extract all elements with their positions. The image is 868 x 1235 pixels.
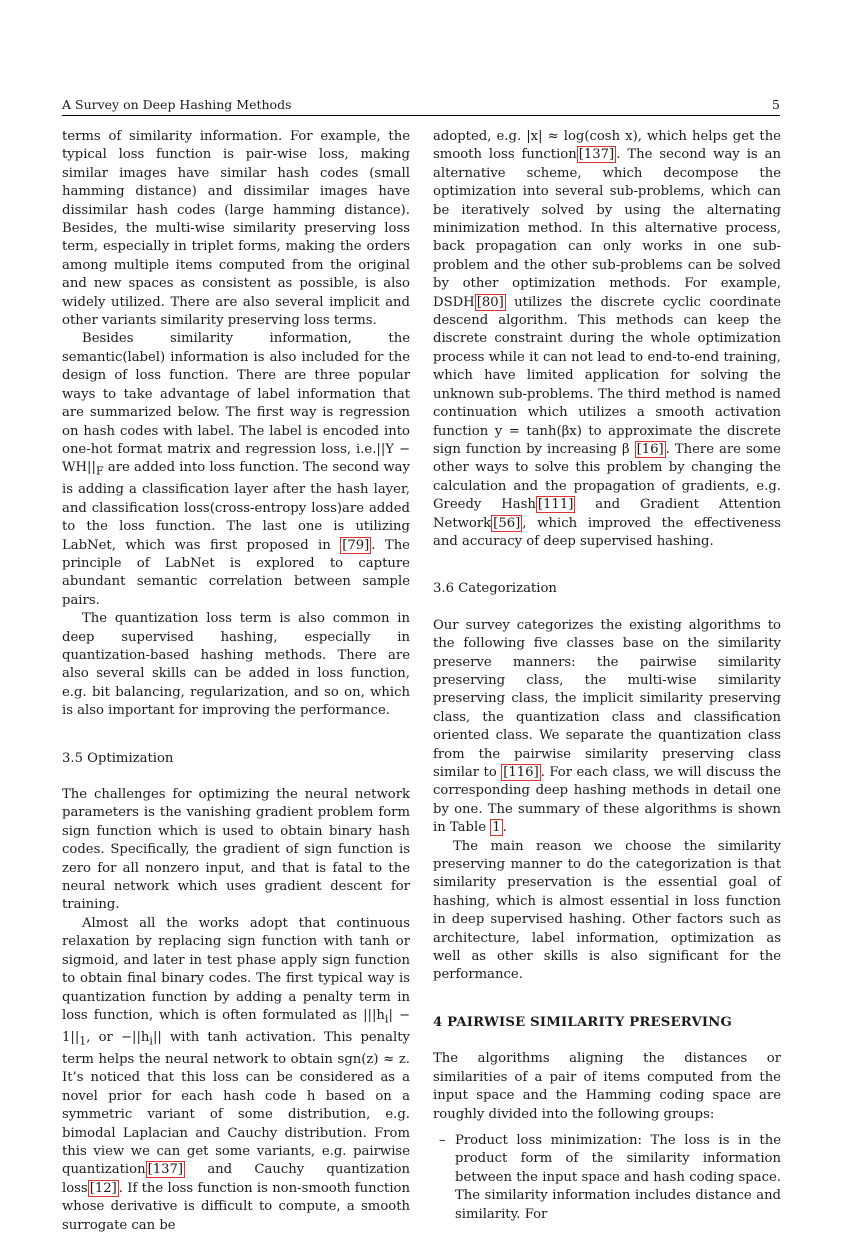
paragraph: The quantization loss term is also common in deep supervised hashing, especially in quantization-based hashing methods. There are also several skills can be added in loss function, e.g. bit balancing, regularization, and so on, which is also important for improving the performance. [62, 611, 410, 719]
text: Besides similarity information, the semantic(label) information is also included for the design of loss function. There are three popular ways to take advantage of label information that are summarized below. The first way is regression on hash codes with label. The label is encoded into one-hot format matrix and regression loss, i.e.||Y − WH|| [62, 331, 410, 476]
paragraph [62, 915, 410, 1235]
paragraph: terms of similarity information. For example, the typical loss function is pair-wise loss, making similar images have similar hash codes (small hamming distance) and dissimilar images have dissimilar hash codes (large hamming distance). Besides, the multi-wise similarity preserving loss term, especially in triplet forms, making the orders among multiple items computed from the original and new spaces as consistent as possible, is also widely utilized. There are also several implicit and other variants similarity preserving loss terms. [62, 129, 410, 329]
text: are added into loss function. The second way is adding a classification layer after the hash layer, and classification loss(cross-entropy loss)are added to the loss function. The last one is utilizing LabNet, which was first proposed in [62, 460, 410, 553]
right-column [433, 128, 781, 1224]
paragraph: The challenges for optimizing the neural network parameters is the vanishing gradient problem form sign function which is used to obtain binary hash codes. Specifically, the gradient of sign function is zero for all nonzero input, and that is fatal to the neural network which uses gradient descent for training. [62, 787, 410, 913]
bullet-list [433, 1132, 781, 1224]
text: Our survey categorizes the existing algorithms to the following five classes base on the similarity preserve manners: the pairwise similarity preserving class, the multi-wise similarity preserving class, the implicit similarity preserving class, the quantization class and classification oriented class. We separate the quantization class from the pairwise similarity preserving class similar to [433, 617, 781, 780]
citation-link[interactable]: [16] [636, 441, 664, 457]
subscript: i [149, 1034, 153, 1048]
left-column [62, 128, 410, 1235]
section-heading: 4 PAIRWISE SIMILARITY PRESERVING [433, 1014, 732, 1030]
paragraph [62, 330, 410, 610]
paragraph: The algorithms aligning the distances or similarities of a pair of items computed from the input space and the Hamming coding space are roughly divided into the following groups: [433, 1051, 781, 1122]
subscript: F [95, 464, 104, 478]
text: . If the loss function is non-smooth function whose derivative is difficult to compute, a smooth surrogate can be [62, 1180, 410, 1233]
text: , which improved the effectiveness and accuracy of deep supervised hashing. [433, 515, 781, 549]
page-number: 5 [772, 97, 780, 112]
text: || with tanh activation. This penalty term helps the neural network to obtain sgn(z) ≈ z. It’s noticed that this loss can be considered as a novel prior for each hash code h based on a symmetric variant of some distribution, e.g. bimodal Laplacian and Cauchy distribution. From this view we can get some variants, e.g. pairwise quantization [62, 1029, 411, 1178]
citation-link[interactable]: [137] [578, 147, 615, 163]
list-item-text: Product loss minimization: The loss is in the product form of the similarity information between the input space and hash coding space. The similarity information includes distance and similarity. For [455, 1132, 781, 1222]
citation-link[interactable]: [80] [476, 294, 504, 310]
subscript: 1 [79, 1034, 87, 1048]
citation-link[interactable]: [111] [537, 497, 574, 513]
list-item [433, 1132, 781, 1224]
text: and Cauchy quantization loss [62, 1162, 410, 1196]
paragraph: The main reason we choose the similarity preserving manner to do the categorization is that similarity preservation is the essential goal of hashing, which is almost essential in loss function in deep supervised hashing. Other factors such as architecture, label information, optimization as well as other skills is also significant for the performance. [433, 838, 781, 983]
paragraph [433, 617, 781, 838]
text: . There are some other ways to solve this problem by changing the calculation and the propagation of gradients, e.g. Greedy Hash [433, 441, 781, 513]
citation-link[interactable]: [56] [493, 515, 521, 531]
text: . The principle of LabNet is explored to capture abundant semantic correlation between sample pairs. [62, 537, 410, 608]
subscript: i [384, 1012, 389, 1026]
citation-link[interactable]: [12] [89, 1180, 117, 1196]
running-title: A Survey on Deep Hashing Methods [62, 97, 292, 112]
text: . The second way is an alternative scheme, which decompose the optimization into several sub-problems, which can be iteratively solved by using the alternating minimization method. In this alternative process, back propagation can only works in one sub-problem and the other sub-problems can be solved by other optimization methods. For example, DSDH [433, 147, 781, 310]
text: utilizes the discrete cyclic coordinate descend algorithm. This methods can keep the discrete constraint during the whole optimization process while it can not lead to end-to-end training, which have limited application for solving the unknown sub-problems. The third method is named continuation which utilizes a smooth activation function y = tanh(βx) to approximate the discrete sign function by increasing β [433, 294, 781, 457]
text: . For each class, we will discuss the corresponding deep hashing methods in detail one by one. The summary of these algorithms is shown in Table [433, 765, 781, 836]
text: Almost all the works adopt that continuous relaxation by replacing sign function with tanh or sigmoid, and later in test phase apply sign function to obtain final binary codes. The first typical way is quantization function by adding a penalty term in loss function, which is often formulated as |||h [62, 915, 410, 1023]
text: , or −||h [86, 1029, 150, 1045]
citation-link[interactable]: [116] [503, 765, 539, 780]
running-header [62, 95, 780, 116]
section-heading: 3.6 Categorization [433, 581, 557, 597]
text: . [502, 820, 507, 836]
paragraph [433, 128, 781, 551]
dash-marker: – [439, 1132, 446, 1148]
table-link[interactable]: 1 [492, 820, 501, 836]
citation-link[interactable]: [137] [147, 1162, 184, 1178]
text: | − 1|| [62, 1007, 410, 1045]
text: and Gradient Attention Network [433, 497, 782, 531]
text: adopted, e.g. |x| ≈ log(cosh x), which helps get the smooth loss function [433, 129, 781, 163]
citation-link[interactable]: [79] [342, 537, 370, 553]
section-heading: 3.5 Optimization [62, 750, 174, 766]
